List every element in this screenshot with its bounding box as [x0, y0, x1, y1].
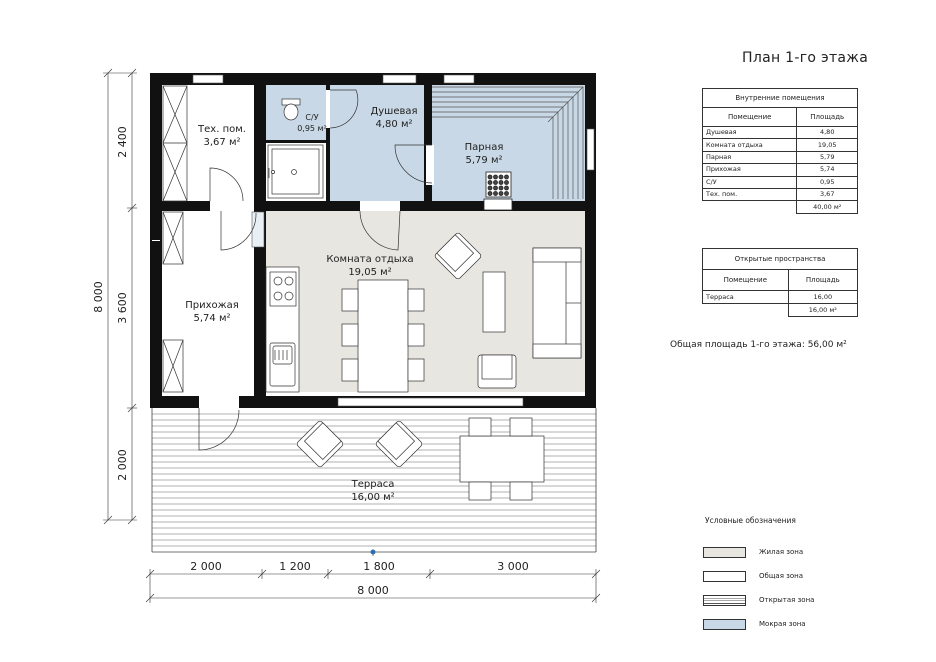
- dim-left-1: 2 400: [116, 126, 129, 158]
- legend-item-living: [703, 546, 803, 558]
- inner-rooms-table: [702, 88, 858, 214]
- room-area-hall: 5,74 м²: [193, 313, 231, 324]
- shower-tray-icon: [268, 145, 323, 198]
- table-row: [703, 139, 858, 151]
- dim-bottom-1: 2 000: [190, 560, 222, 573]
- sauna-stove-icon: [484, 172, 512, 210]
- dim-left-total: 8 000: [92, 281, 105, 313]
- legend-label-wet: Мокрая зона: [759, 620, 806, 628]
- cell-area: 0,95: [797, 176, 858, 188]
- table-row: [703, 127, 858, 139]
- cell-area: 4,80: [797, 127, 858, 139]
- dim-bottom-total: 8 000: [357, 584, 389, 597]
- cell-area: 3,67: [797, 188, 858, 200]
- dining-set: [342, 280, 424, 392]
- room-area-tech: 3,67 м²: [203, 137, 241, 148]
- room-area-shower: 4,80 м²: [375, 119, 413, 130]
- cell-room: Парная: [703, 151, 797, 163]
- room-area-lounge: 19,05 м²: [348, 267, 392, 278]
- room-area-sauna: 5,79 м²: [465, 155, 503, 166]
- cell-area: 5,79: [797, 151, 858, 163]
- legend-item-common: [703, 570, 803, 582]
- inner-table-title: Внутренние помещения: [703, 89, 858, 108]
- room-name-shower: Душевая: [370, 106, 418, 117]
- legend-swatch-living: [703, 547, 746, 558]
- room-name-terrace: Терраса: [351, 479, 395, 490]
- legend-item-open: [703, 594, 814, 606]
- outer-total: 16,00 м²: [788, 304, 857, 317]
- inner-total: 40,00 м²: [797, 201, 858, 213]
- outer-table-title: Открытые пространства: [703, 249, 858, 270]
- legend-swatch-open: [703, 595, 746, 606]
- table-row: [703, 176, 858, 188]
- room-name-lounge: Комната отдыха: [326, 254, 414, 265]
- table-row: [703, 188, 858, 200]
- legend-label-living: Жилая зона: [759, 548, 804, 556]
- axis-marker: [371, 550, 376, 555]
- cell-room: Прихожая: [703, 164, 797, 176]
- cell-area: 16,00: [788, 291, 857, 304]
- cell-room: Душевая: [703, 127, 797, 139]
- page-title: План 1-го этажа: [742, 50, 869, 66]
- cell-area: 19,05: [797, 139, 858, 151]
- table-row: [703, 291, 858, 304]
- inner-header-room: Помещение: [703, 108, 797, 127]
- inner-header-area: Площадь: [797, 108, 858, 127]
- table-total-row: [703, 304, 858, 317]
- cell-room: С/У: [703, 176, 797, 188]
- total-area-text: Общая площадь 1-го этажа: 56,00 м²: [670, 340, 847, 350]
- cell-area: 5,74: [797, 164, 858, 176]
- dim-left-3: 2 000: [116, 449, 129, 481]
- legend-item-wet: [703, 618, 806, 630]
- table-row: [703, 151, 858, 163]
- dim-bottom-3: 1 800: [363, 560, 395, 573]
- table-row: [703, 164, 858, 176]
- room-area-terrace: 16,00 м²: [351, 492, 395, 503]
- room-name-tech: Тех. пом.: [198, 124, 246, 135]
- outer-header-area: Площадь: [788, 270, 857, 291]
- shower-area: [330, 85, 424, 201]
- legend-label-common: Общая зона: [759, 572, 804, 580]
- legend-swatch-wet: [703, 619, 746, 630]
- cell-room: Тех. пом.: [703, 188, 797, 200]
- outer-spaces-table: [702, 248, 858, 317]
- cell-room: Комната отдыха: [703, 139, 797, 151]
- cabinets: [163, 86, 187, 392]
- room-name-hall: Прихожая: [185, 300, 239, 311]
- dimension-labels-bottom: [190, 560, 529, 597]
- legend-label-open: Открытая зона: [759, 596, 815, 604]
- dim-bottom-2: 1 200: [279, 560, 311, 573]
- legend-title: Условные обозначения: [705, 516, 796, 525]
- dim-left-2: 3 600: [116, 292, 129, 324]
- legend-swatch-common: [703, 571, 746, 582]
- room-name-sauna: Парная: [464, 142, 504, 153]
- kitchen-unit: [266, 267, 299, 392]
- outer-header-room: Помещение: [703, 270, 789, 291]
- dimension-labels-left: [92, 126, 129, 481]
- cell-room: Терраса: [703, 291, 789, 304]
- room-area-wc: 0,95 м²: [297, 124, 327, 133]
- room-name-wc: С/У: [305, 113, 319, 122]
- dim-bottom-4: 3 000: [497, 560, 529, 573]
- table-total-row: [703, 201, 858, 213]
